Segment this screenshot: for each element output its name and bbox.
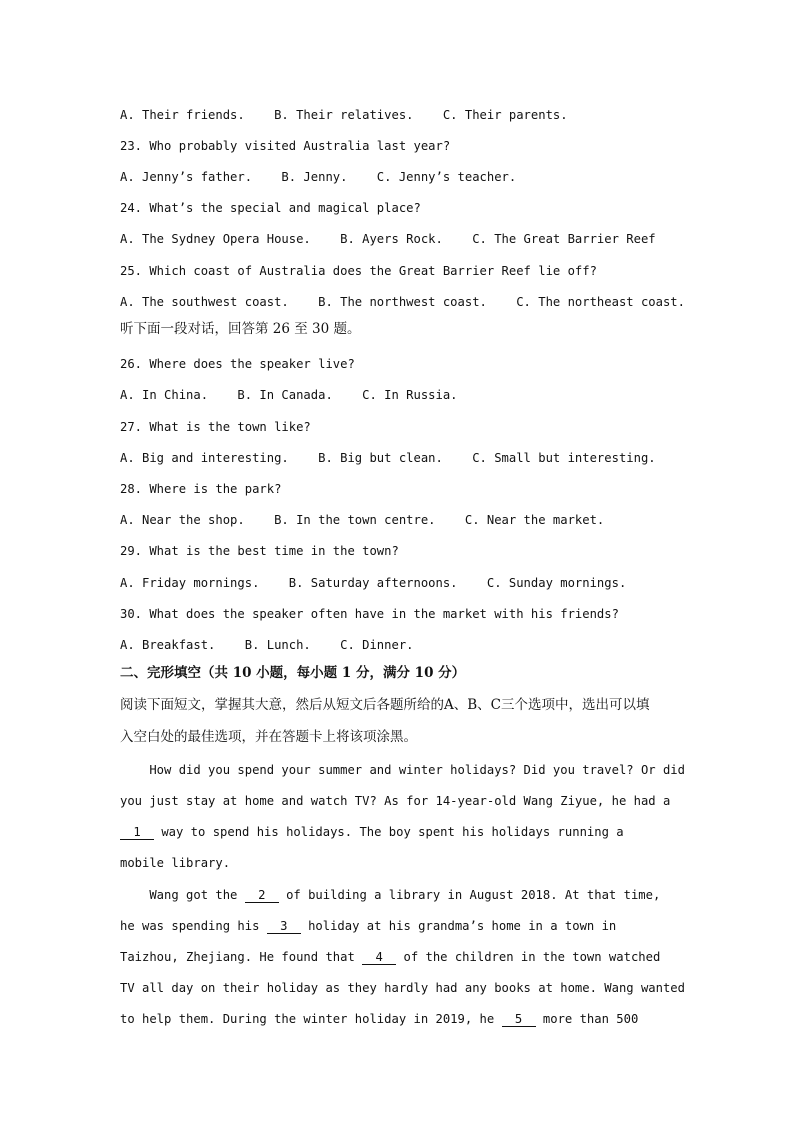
cloze-instruction-line2: 入空白处的最佳选项，并在答题卡上将该项涂黑。	[120, 729, 417, 745]
q25-options: A. The southwest coast. B. The northwest coast. C. The northeast coast.	[120, 295, 685, 309]
passage-p2-line1: Wang got the 2 of building a library in August 2018. At that time,	[120, 888, 661, 902]
q30-stem: 30. What does the speaker often have in the market with his friends?	[120, 607, 619, 621]
cloze-section-title: 二、完形填空（共 10 小题，每小题 1 分，满分 10 分）	[120, 665, 466, 681]
cloze-blank-2: 2	[245, 888, 279, 903]
passage-p2-line5: to help them. During the winter holiday in 2019, he 5 more than 500	[120, 1012, 639, 1026]
cloze-blank-3: 3	[267, 919, 301, 934]
q29-options: A. Friday mornings. B. Saturday afternoons. C. Sunday mornings.	[120, 576, 627, 590]
passage-p2-line2: he was spending his 3 holiday at his grandma’s home in a town in	[120, 919, 617, 933]
q30-options: A. Breakfast. B. Lunch. C. Dinner.	[120, 638, 414, 652]
cloze-blank-1: 1	[120, 825, 154, 840]
passage-p1-line4: mobile library.	[120, 856, 231, 870]
q22-options: A. Their friends. B. Their relatives. C. Their parents.	[120, 108, 568, 122]
cloze-blank-4: 4	[362, 950, 396, 965]
passage-p2-line4: TV all day on their holiday as they hardly had any books at home. Wang wanted	[120, 981, 685, 995]
q29-stem: 29. What is the best time in the town?	[120, 544, 399, 558]
cloze-blank-5: 5	[502, 1012, 536, 1027]
q26-stem: 26. Where does the speaker live?	[120, 357, 355, 371]
q24-stem: 24. What’s the special and magical place?	[120, 201, 421, 215]
q25-stem: 25. Which coast of Australia does the Great Barrier Reef lie off?	[120, 264, 597, 278]
passage-p1-line2: you just stay at home and watch TV? As for 14-year-old Wang Ziyue, he had a	[120, 794, 671, 808]
passage-p1-line3: 1 way to spend his holidays. The boy spent his holidays running a	[120, 824, 624, 840]
passage-p1-line1: How did you spend your summer and winter holidays? Did you travel? Or did	[120, 763, 685, 777]
q28-stem: 28. Where is the park?	[120, 482, 282, 496]
q27-stem: 27. What is the town like?	[120, 420, 311, 434]
passage-p2-line3: Taizhou, Zhejiang. He found that 4 of the children in the town watched	[120, 950, 661, 964]
q27-options: A. Big and interesting. B. Big but clean. C. Small but interesting.	[120, 451, 656, 465]
q28-options: A. Near the shop. B. In the town centre. C. Near the market.	[120, 513, 605, 527]
q26-options: A. In China. B. In Canada. C. In Russia.	[120, 388, 458, 402]
dialogue-instruction: 听下面一段对话，回答第 26 至 30 题。	[120, 321, 361, 337]
q23-options: A. Jenny’s father. B. Jenny. C. Jenny’s teacher.	[120, 170, 517, 184]
cloze-instruction-line1: 阅读下面短文，掌握其大意，然后从短文后各题所给的A、B、C三个选项中，选出可以填	[120, 697, 650, 713]
q23-stem: 23. Who probably visited Australia last year?	[120, 139, 451, 153]
q24-options: A. The Sydney Opera House. B. Ayers Rock. C. The Great Barrier Reef	[120, 232, 656, 246]
